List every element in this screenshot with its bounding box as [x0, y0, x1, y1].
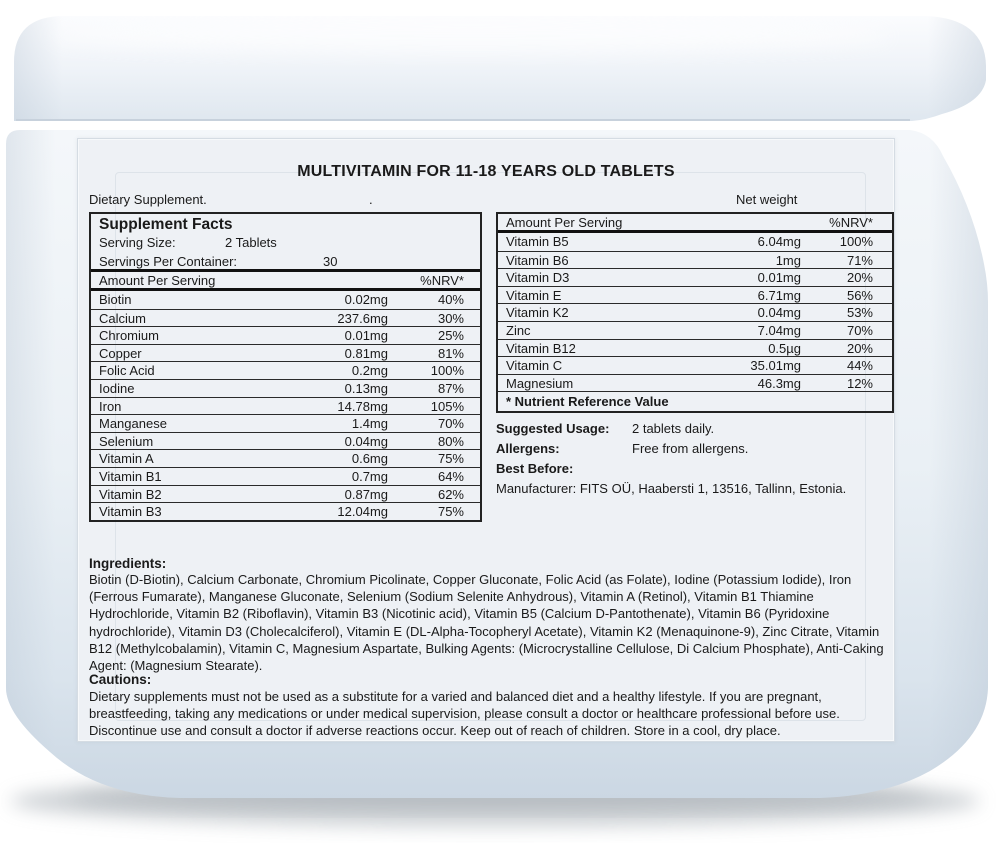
nutrient-amount: 14.78mg: [337, 398, 388, 414]
nutrient-name: Vitamin B1: [99, 468, 162, 484]
nutrient-nrv: 70%: [437, 416, 464, 432]
nutrient-row: [498, 286, 892, 304]
nutrient-row: [91, 326, 480, 344]
nutrient-row: [498, 233, 892, 251]
nutrient-amount: 0.7mg: [351, 468, 388, 484]
amount-per-serving-header: Amount Per Serving: [506, 215, 623, 230]
nutrient-nrv: 53%: [846, 305, 873, 321]
nutrient-amount: 0.01mg: [344, 328, 388, 344]
net-weight-label: Net weight: [736, 192, 798, 207]
right-column: [496, 212, 894, 499]
nutrient-nrv: 80%: [437, 433, 464, 449]
servings-per-container-value: 30: [323, 254, 338, 269]
nutrient-row: [498, 374, 892, 392]
product-title: MULTIVITAMIN FOR 11-18 YEARS OLD TABLETS: [297, 163, 675, 180]
nutrient-amount: 12.04mg: [337, 504, 388, 520]
nutrient-nrv: 25%: [437, 328, 464, 344]
ingredients-heading: Ingredients:: [89, 556, 167, 571]
nutrient-name: Vitamin B6: [506, 252, 569, 268]
nutrient-row: [498, 268, 892, 286]
allergens-label: Allergens:: [496, 441, 560, 457]
left-table-header: [91, 272, 480, 291]
nutrient-nrv: 62%: [437, 486, 464, 502]
nutrient-row: [91, 397, 480, 415]
nutrient-nrv: 100%: [430, 363, 464, 379]
nutrient-nrv: 20%: [846, 340, 873, 356]
nutrient-name: Chromium: [99, 328, 159, 344]
nrv-header: %NRV*: [829, 215, 873, 230]
nutrient-name: Iron: [99, 398, 122, 414]
nutrient-nrv: 100%: [839, 234, 873, 250]
nutrient-name: Vitamin B2: [99, 486, 162, 502]
servings-per-container-label: Servings Per Container:: [99, 254, 238, 269]
nutrient-row: [91, 432, 480, 450]
nutrient-row: [91, 485, 480, 503]
nutrient-nrv: 64%: [437, 468, 464, 484]
nutrient-name: Magnesium: [506, 375, 574, 391]
nutrient-amount: 0.87mg: [344, 486, 388, 502]
nutrient-amount: 6.71mg: [757, 287, 801, 303]
manufacturer-line: Manufacturer: FITS OÜ, Haabersti 1, 13516, Tallinn, Estonia.: [496, 481, 847, 497]
nutrient-row: [498, 339, 892, 357]
nutrient-name: Vitamin C: [506, 358, 563, 374]
nutrient-row: [498, 321, 892, 339]
suggested-usage-value: 2 tablets daily.: [632, 421, 715, 437]
nutrient-row: [498, 251, 892, 269]
dietary-supplement-text: Dietary Supplement.: [89, 192, 207, 207]
nutrient-row: [91, 344, 480, 362]
nutrient-name: Vitamin B5: [506, 234, 569, 250]
nutrient-name: Calcium: [99, 310, 146, 326]
nutrient-amount: 1.4mg: [351, 416, 388, 432]
amount-per-serving-header: Amount Per Serving: [99, 273, 216, 288]
nutrient-name: Vitamin B3: [99, 504, 162, 520]
nutrient-amount: 46.3mg: [757, 375, 801, 391]
serving-size-row: [91, 234, 480, 253]
nutrient-nrv: 81%: [437, 345, 464, 361]
nutrient-amount: 237.6mg: [337, 310, 388, 326]
supplement-facts-table-continued: [496, 212, 894, 413]
nutrient-nrv: 71%: [846, 252, 873, 268]
nutrient-nrv: 75%: [437, 504, 464, 520]
nutrient-amount: 7.04mg: [757, 322, 801, 338]
nutrient-row: [91, 291, 480, 309]
nutrient-row: [91, 309, 480, 327]
nutrient-amount: 0.5µg: [768, 340, 801, 356]
nutrient-row: [91, 361, 480, 379]
nutrient-amount: 0.13mg: [344, 380, 388, 396]
nutrient-row: [91, 379, 480, 397]
servings-per-container-row: [91, 253, 480, 272]
supplement-label: [77, 138, 895, 742]
nutrient-amount: 0.6mg: [351, 451, 388, 467]
label-subheader-row: [78, 192, 894, 208]
nutrient-name: Folic Acid: [99, 363, 155, 379]
supplement-facts-heading: Supplement Facts: [99, 216, 233, 233]
nutrient-nrv: 12%: [846, 375, 873, 391]
nutrient-name: Vitamin A: [99, 451, 154, 467]
nutrient-name: Manganese: [99, 416, 167, 432]
nutrient-row: [91, 502, 480, 520]
nutrient-amount: 0.2mg: [351, 363, 388, 379]
suggested-usage-row: [496, 419, 894, 439]
separator-dot: .: [369, 192, 373, 207]
right-nutrient-rows: [498, 233, 892, 391]
nutrient-row: [498, 356, 892, 374]
right-table-header: [498, 214, 892, 233]
nutrient-nrv: 30%: [437, 310, 464, 326]
left-nutrient-rows: [91, 291, 480, 520]
nutrient-name: Vitamin B12: [506, 340, 576, 356]
supplement-facts-table: [89, 212, 482, 522]
allergens-row: [496, 439, 894, 459]
nutrient-name: Vitamin K2: [506, 305, 569, 321]
nutrient-amount: 0.04mg: [344, 433, 388, 449]
nutrient-amount: 0.01mg: [757, 270, 801, 286]
nutrient-nrv: 56%: [846, 287, 873, 303]
nutrient-nrv: 70%: [846, 322, 873, 338]
nutrient-name: Vitamin E: [506, 287, 562, 303]
usage-block: [496, 419, 894, 499]
lid-highlight: [50, 18, 890, 54]
nutrient-name: Zinc: [506, 322, 531, 338]
nutrient-name: Selenium: [99, 433, 154, 449]
nutrient-name: Vitamin D3: [506, 270, 570, 286]
nrv-header: %NRV*: [420, 273, 464, 288]
best-before-row: [496, 459, 894, 479]
nutrient-amount: 35.01mg: [750, 358, 801, 374]
nutrient-row: [498, 303, 892, 321]
nutrient-nrv: 20%: [846, 270, 873, 286]
nutrient-nrv: 75%: [437, 451, 464, 467]
nutrient-nrv: 87%: [437, 380, 464, 396]
nutrient-amount: 0.02mg: [344, 292, 388, 308]
ingredients-text: Biotin (D-Biotin), Calcium Carbonate, Chromium Picolinate, Copper Gluconate, Folic Acid (as Folate), Iodine (Potassium Iodide), Iron (Ferrous Fumarate), Manganese Gluconate, Selenium (Sodium Selenite Anhydrous), Vitamin A (Retinol), Vitamin B1 Thiamine Hydrochloride, Vitamin B2 (Riboflavin), Vitamin B3 (Nicotinic acid), Vitamin B5 (Calcium D-Pantothenate), Vitamin B6 (Pyridoxine hydrochloride), Vitamin D3 (Cholecalciferol), Vitamin E (DL-Alpha-Tocopheryl Acetate), Vitamin K2 (Menaquinone-9), Zinc Citrate, Vitamin B12 (Methylcobalamin), Vitamin C, Magnesium Aspartate, Bulking Agents: (Microcrystalline Cellulose, Di Calcium Phosphate), Anti-Caking Agent: (Magnesium Stearate).: [89, 572, 884, 674]
suggested-usage-label: Suggested Usage:: [496, 421, 610, 437]
nutrient-row: [91, 449, 480, 467]
nutrient-nrv: 40%: [437, 292, 464, 308]
nutrient-amount: 0.81mg: [344, 345, 388, 361]
nutrient-name: Copper: [99, 345, 142, 361]
nutrient-row: [91, 414, 480, 432]
nutrient-name: Biotin: [99, 292, 132, 308]
nrv-footnote: * Nutrient Reference Value: [498, 391, 892, 411]
nutrient-name: Iodine: [99, 380, 135, 396]
nutrient-nrv: 44%: [846, 358, 873, 374]
serving-size-label: Serving Size:: [99, 235, 176, 250]
nutrient-amount: 1mg: [775, 252, 801, 268]
allergens-value: Free from allergens.: [632, 441, 749, 457]
cautions-text: Dietary supplements must not be used as a substitute for a varied and balanced diet and a healthy lifestyle. If you are pregnant, breastfeeding, taking any medications or under medical supervision, please consult a doctor or healthcare professional before use. Discontinue use and consult a doctor if adverse reactions occur. Keep out of reach of children. Store in a cool, dry place.: [89, 689, 840, 738]
serving-size-value: 2 Tablets: [225, 235, 277, 250]
nutrient-amount: 0.04mg: [757, 305, 801, 321]
nutrient-nrv: 105%: [430, 398, 464, 414]
cautions-heading: Cautions:: [89, 672, 152, 687]
nutrient-amount: 6.04mg: [757, 234, 801, 250]
best-before-label: Best Before:: [496, 461, 574, 477]
nutrient-row: [91, 467, 480, 485]
